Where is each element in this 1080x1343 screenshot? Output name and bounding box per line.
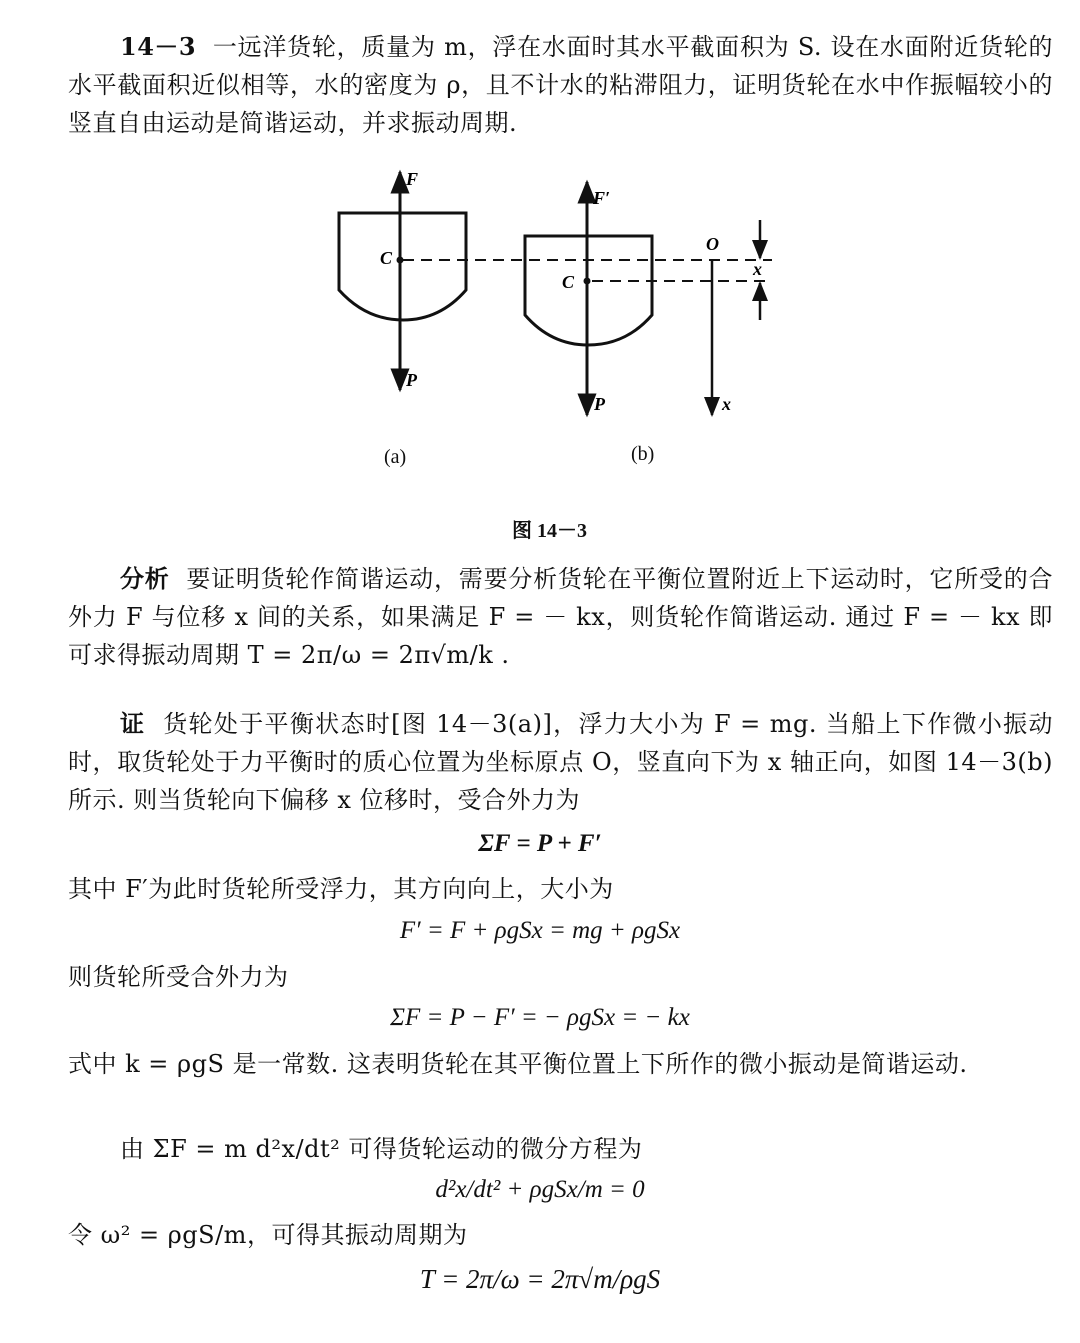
equation-5: T = 2π/ω = 2π√m/ρgS — [419, 1264, 661, 1294]
proof-paragraph-2: 其中 F′为此时货轮所受浮力，其方向向上，大小为 — [68, 875, 614, 903]
proof-text-1: 货轮处于平衡状态时[图 14－3(a)]，浮力大小为 F = mg. 当船上下作微小振动时，取货轮处于力平衡时的质心位置为坐标原点 O，竖直向下为 x 轴正向，如图 14－3(b)所示. 则当货轮向下偏移 x 位移时，受合外力为 — [68, 710, 1053, 814]
problem-statement — [68, 28, 1053, 142]
label-f-prime: F′ — [593, 188, 611, 208]
label-c-a: C — [380, 248, 393, 268]
analysis-label: 分析 — [120, 564, 170, 593]
label-axis-x: x — [722, 394, 731, 414]
proof-paragraph-1 — [68, 705, 1053, 819]
ship-hull-a — [339, 213, 466, 320]
analysis-paragraph — [68, 560, 1053, 674]
proof-paragraph-6: 令 ω² = ρgS/m，可得其振动周期为 — [68, 1221, 468, 1249]
label-p-a: P — [406, 370, 417, 390]
proof-paragraph-3: 则货轮所受合外力为 — [68, 963, 289, 991]
figure-14-3 — [0, 160, 1080, 620]
mass-center-a — [397, 257, 404, 264]
proof-label: 证 — [120, 709, 146, 738]
mass-center-b — [584, 278, 591, 285]
equation-1: ΣF = P + F′ — [478, 830, 602, 857]
label-f: F — [406, 169, 419, 189]
equation-4: d²x/dt² + ρgSx/m = 0 — [435, 1176, 645, 1203]
label-disp-x: x — [753, 259, 762, 279]
proof-paragraph-4: 式中 k = ρgS 是一常数. 这表明货轮在其平衡位置上下所作的微小振动是简谐运动. — [68, 1050, 968, 1078]
subfig-b-label: (b) — [631, 443, 655, 465]
label-origin: O — [706, 234, 719, 254]
equation-3: ΣF = P − F′ = − ρgSx = − kx — [390, 1004, 690, 1031]
subfig-a-label: (a) — [384, 446, 407, 468]
proof-paragraph-5: 由 ΣF = m d²x/dt² 可得货轮运动的微分方程为 — [120, 1135, 643, 1163]
equation-2: F′ = F + ρgSx = mg + ρgSx — [399, 917, 681, 944]
problem-number: 14－3 — [120, 32, 197, 61]
label-c-b: C — [562, 272, 575, 292]
label-p-b: P — [594, 394, 605, 414]
analysis-text: 要证明货轮作简谐运动，需要分析货轮在平衡位置附近上下运动时，它所受的合外力 F 与位移 x 间的关系，如果满足 F = － kx，则货轮作简谐运动. 通过 F = － kx 即可求得振动周期 T = 2π/ω = 2π√m/k . — [68, 565, 1053, 669]
problem-text: 一远洋货轮，质量为 m，浮在水面时其水平截面积为 S. 设在水面附近货轮的水平截面积近似相等，水的密度为 ρ，且不计水的粘滞阻力，证明货轮在水中作振幅较小的竖直自由运动是简谐运动，并求振动周期. — [68, 33, 1053, 137]
figure-caption: 图 14－3 — [512, 520, 587, 542]
